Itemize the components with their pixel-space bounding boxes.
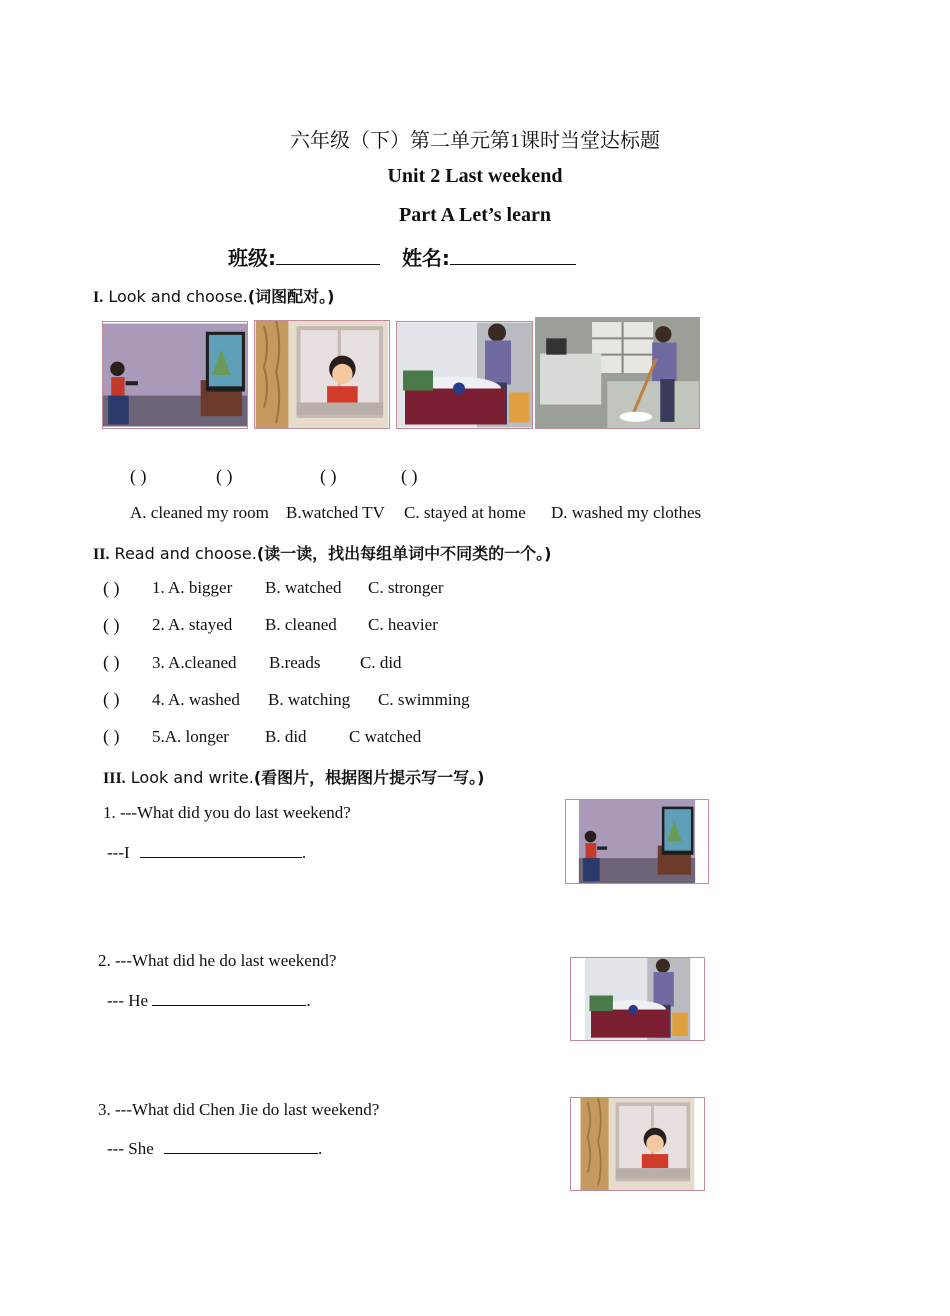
- question-3: 3. ---What did Chen Jie do last weekend?: [98, 1100, 380, 1119]
- item-2-option-a: 2. A. stayed: [152, 615, 233, 634]
- watching-tv-picture: [102, 321, 248, 429]
- section-3-number: III.: [103, 770, 126, 787]
- cleaning-room-picture: [535, 317, 700, 429]
- section-2-heading-en: Read and choose.: [114, 544, 257, 563]
- item-1-option-a: 1. A. bigger: [152, 578, 233, 597]
- answer-2-prefix: --- He: [107, 991, 149, 1010]
- part-title: Part A Let’s learn: [398, 204, 551, 226]
- name-label: 姓名:: [401, 246, 450, 270]
- answer-1-line: ---I .: [107, 843, 307, 862]
- option-a: A. cleaned my room: [130, 503, 269, 522]
- item-3-option-a: 3. A.cleaned: [152, 653, 237, 672]
- boy-at-window-picture: [254, 320, 390, 429]
- item-3-option-c: C. did: [360, 653, 402, 672]
- section-2-heading-cn: (读一读，找出每组单词中不同类的一个。): [256, 544, 552, 563]
- class-label: 班级:: [228, 246, 276, 270]
- class-name-line: [228, 242, 576, 271]
- item-5-option-b: B. did: [265, 727, 307, 746]
- item-1-option-c: C. stronger: [368, 578, 444, 597]
- washing-clothes-picture: [396, 321, 533, 429]
- answer-1-blank[interactable]: [140, 841, 302, 858]
- section-1-number: I.: [93, 289, 104, 306]
- answer-bracket-4[interactable]: ( ): [401, 466, 418, 486]
- item-4-option-c: C. swimming: [378, 690, 470, 709]
- item-1-option-b: B. watched: [265, 578, 342, 597]
- page-title-chinese: 六年级（下）第二单元第1课时当堂达标题: [290, 130, 660, 152]
- option-d: D. washed my clothes: [551, 503, 702, 522]
- question-2-washing-picture: [570, 957, 705, 1041]
- item-5-option-a: 5.A. longer: [152, 727, 229, 746]
- item-3-option-b: B.reads: [269, 653, 321, 672]
- section-2-heading: [93, 541, 551, 564]
- answer-1-prefix: ---I: [107, 843, 130, 862]
- answer-2-blank[interactable]: [152, 989, 306, 1006]
- item-5-bracket[interactable]: ( ): [103, 726, 120, 746]
- section-1-heading-cn: (词图配对。): [247, 287, 335, 306]
- section-3-heading-cn: (看图片，根据图片提示写一写。): [253, 768, 485, 787]
- answer-bracket-1[interactable]: ( ): [130, 466, 147, 486]
- answer-bracket-2[interactable]: ( ): [216, 466, 233, 486]
- section-1-heading: [93, 284, 335, 307]
- section-1-heading-en: Look and choose.: [108, 287, 248, 306]
- section-2-number: II.: [93, 546, 110, 563]
- question-2: 2. ---What did he do last weekend?: [98, 951, 337, 970]
- question-3-window-picture: [570, 1097, 705, 1191]
- item-1-bracket[interactable]: ( ): [103, 578, 120, 598]
- item-4-option-b: B. watching: [268, 690, 351, 709]
- item-4-bracket[interactable]: ( ): [103, 689, 120, 709]
- item-2-bracket[interactable]: ( ): [103, 615, 120, 635]
- item-5-option-c: C watched: [349, 727, 422, 746]
- answer-3-blank[interactable]: [164, 1137, 318, 1154]
- item-3-bracket[interactable]: ( ): [103, 652, 120, 672]
- answer-bracket-3[interactable]: ( ): [320, 466, 337, 486]
- name-blank[interactable]: [450, 244, 576, 265]
- item-4-option-a: 4. A. washed: [152, 690, 240, 709]
- class-blank[interactable]: [276, 244, 380, 265]
- item-2-option-b: B. cleaned: [265, 615, 337, 634]
- answer-3-line: --- She .: [107, 1139, 323, 1158]
- section-3-heading: [103, 765, 484, 788]
- answer-2-line: --- He .: [107, 991, 311, 1010]
- question-1: 1. ---What did you do last weekend?: [103, 803, 351, 822]
- option-b: B.watched TV: [286, 503, 385, 522]
- option-c: C. stayed at home: [404, 503, 526, 522]
- answer-3-prefix: --- She: [107, 1139, 154, 1158]
- unit-title: Unit 2 Last weekend: [387, 165, 563, 187]
- question-1-tv-picture: [565, 799, 709, 884]
- section-3-heading-en: Look and write.: [130, 768, 254, 787]
- item-2-option-c: C. heavier: [368, 615, 438, 634]
